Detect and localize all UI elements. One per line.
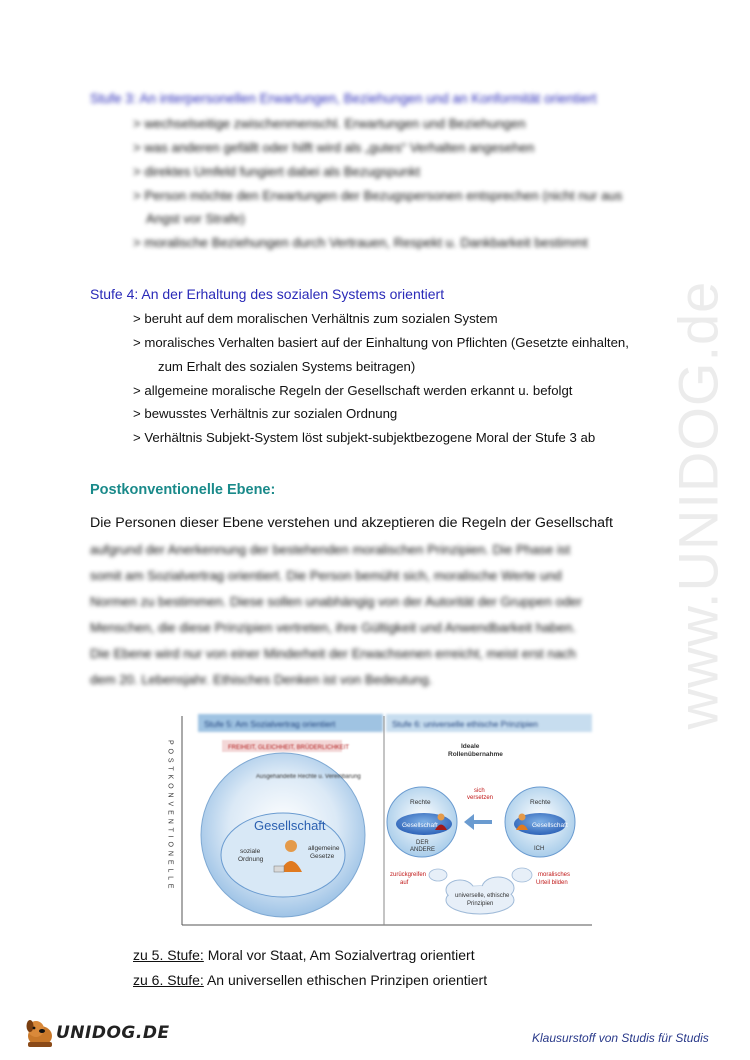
list-item: > allgemeine moralische Regeln der Gesellschaft werden erkannt u. befolgt xyxy=(133,383,573,398)
post-heading: Postkonventionelle Ebene: xyxy=(90,482,276,498)
caption-prefix: zu 5. Stufe: xyxy=(133,947,204,963)
ich-label: ICH xyxy=(534,846,545,852)
paragraph-line: aufgrund der Anerkennung der bestehenden moralischen Prinzipien. Die Phase ist xyxy=(90,542,571,557)
footer-logo xyxy=(22,1016,170,1048)
paragraph-line: Die Ebene wird nur von einer Minderheit der Erwachsenen erreicht, meist erst nach xyxy=(90,646,576,661)
gesellschaft-left: Gesellschaft xyxy=(402,822,438,829)
soziale-ordnung-label: soziale xyxy=(240,848,261,855)
sich-label: sich xyxy=(474,788,485,794)
paragraph-line: dem 20. Lebensjahr. Ethisches Denken ist von Bedeutung. xyxy=(90,672,433,687)
vertical-label: P O S T K O N V E N T I O N E L L E xyxy=(166,740,174,890)
list-item: > direktes Umfeld fungiert dabei als Bezugspunkt xyxy=(133,164,420,179)
andere-label: ANDERE xyxy=(410,847,436,853)
list-item: > Verhältnis Subjekt-System löst subjekt-subjektbezogene Moral der Stufe 3 ab xyxy=(133,430,596,445)
paragraph-line: somit am Sozialvertrag orientiert. Die Person bemüht sich, moralische Werte und xyxy=(90,568,562,583)
rollenuebernahme-label: Rollenübernahme xyxy=(448,751,503,758)
banner-text: FREIHEIT, GLEICHHEIT, BRÜDERLICHKEIT xyxy=(228,745,350,751)
rechte-left: Rechte xyxy=(410,799,431,806)
auf-label: auf xyxy=(400,880,409,886)
allgemeine-label: allgemeine xyxy=(308,845,340,852)
versetzen-label: versetzen xyxy=(467,795,494,801)
list-item: > Person möchte den Erwartungen der Bezugspersonen entsprechen (nicht nur aus xyxy=(133,188,623,203)
list-item: > moralische Beziehungen durch Vertrauen, Respekt u. Dankbarkeit bestimmt xyxy=(133,235,588,250)
kohlberg-diagram xyxy=(160,710,600,935)
outer-circle-label: Ausgehandelte Rechte u. Vereinbarung xyxy=(256,774,361,780)
moralisches-label: moralisches xyxy=(538,872,571,878)
col5-header: Stufe 5: Am Sozialvertrag orientiert xyxy=(204,719,336,729)
soziale-ordnung-label-2: Ordnung xyxy=(238,856,264,863)
der-label: DER xyxy=(416,840,429,846)
footer-tagline: Klausurstoff von Studis für Studis xyxy=(532,1031,709,1045)
list-item-cont: zum Erhalt des sozialen Systems beitragen) xyxy=(158,359,416,374)
stufe3-heading: Stufe 3: An interpersonellen Erwartungen, Beziehungen und an Konformität orientiert xyxy=(90,91,597,106)
list-item: > wechselseitige zwischenmenschl. Erwartungen und Beziehungen xyxy=(133,116,526,131)
caption-stufe6 xyxy=(133,972,487,988)
caption-prefix: zu 6. Stufe: xyxy=(133,972,204,988)
caption-stufe5 xyxy=(133,947,475,963)
zurueckgreifen-label: zurückgreifen xyxy=(390,872,427,878)
gesellschaft-right: Gesellschaft xyxy=(532,822,568,829)
paragraph-line: Normen zu bestimmen. Diese sollen unabhängig von der Autorität der Gruppen oder xyxy=(90,594,582,609)
cloud-small-left-icon xyxy=(429,869,447,881)
col6-header: Stufe 6: universelle ethische Prinzipien xyxy=(392,719,538,729)
watermark xyxy=(628,270,750,740)
list-item: > bewusstes Verhältnis zur sozialen Ordnung xyxy=(133,406,398,421)
cloud-label-1: universelle, ethische xyxy=(455,893,510,899)
caption-text: Moral vor Staat, Am Sozialvertrag orientiert xyxy=(203,947,475,963)
list-item: > moralisches Verhalten basiert auf der Einhaltung von Pflichten (Gesetzte einhalten, xyxy=(133,335,629,350)
cloud-label-2: Prinzipien xyxy=(467,901,494,907)
caption-text: An universellen ethischen Prinzipen orientiert xyxy=(203,972,488,988)
list-item: > was anderen gefällt oder hilft wird als „gutes“ Verhalten angesehen xyxy=(133,140,535,155)
paragraph-line: Menschen, die diese Prinzipien vertreten, ihre Gültigkeit und Anwendbarkeit haben. xyxy=(90,620,577,635)
gesellschaft-label: Gesellschaft xyxy=(254,818,326,833)
diagram-header xyxy=(198,714,592,732)
urteil-label: Urteil bilden xyxy=(536,880,568,886)
outer-circle-label-group xyxy=(256,774,361,780)
list-item-cont: Angst vor Strafe) xyxy=(146,211,245,226)
rechte-right: Rechte xyxy=(530,799,551,806)
post-first-line: Die Personen dieser Ebene verstehen und akzeptieren die Regeln der Gesellschaft xyxy=(90,515,613,531)
watermark-text: www.UNIDOG.de xyxy=(666,280,730,730)
stufe4-heading: Stufe 4: An der Erhaltung des sozialen Systems orientiert xyxy=(90,286,445,302)
logo-text: UNIDOG.DE xyxy=(56,1023,170,1043)
ideale-label: Ideale xyxy=(461,743,480,750)
gesetze-label: Gesetze xyxy=(310,853,335,860)
arrow-left-icon xyxy=(464,814,492,830)
cloud-small-right-icon xyxy=(512,868,532,882)
banner-group xyxy=(222,740,349,752)
dog-icon xyxy=(22,1016,58,1048)
list-item: > beruht auf dem moralischen Verhältnis zum sozialen System xyxy=(133,311,498,326)
